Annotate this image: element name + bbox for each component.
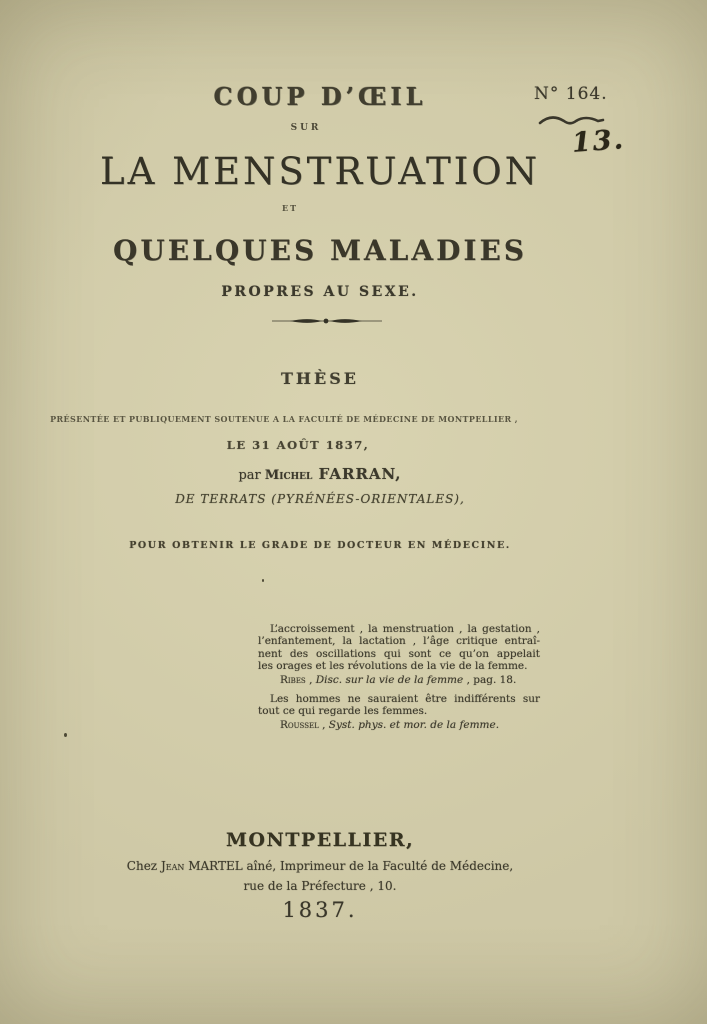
- author-par: par: [238, 468, 265, 483]
- imprint-address: rue de la Préfecture , 10.: [243, 879, 397, 893]
- author-origin: DE TERRATS (PYRÉNÉES-ORIENTALES),: [175, 492, 465, 506]
- epigraph-quote-line: l’enfantement, la lactation , l’âge critique entraî-: [258, 635, 540, 648]
- publisher-name: MARTEL aîné, Imprimeur de la Faculté de Médecine,: [184, 859, 514, 873]
- epigraph-quote-line: tout ce qui regarde les femmes.: [258, 705, 428, 718]
- epigraph-citation: [258, 674, 540, 686]
- title-connector-et: ET: [281, 203, 299, 213]
- citation-page: , pag. 18.: [463, 673, 517, 686]
- author-last-name: FARRAN,: [312, 465, 402, 483]
- publisher-first-name: Jean: [160, 859, 185, 873]
- epigraph-quote-line: L’accroissement , la menstruation , la gestation ,: [270, 623, 540, 635]
- citation-separator: ,: [318, 718, 329, 731]
- title-connector-sur: SUR: [290, 123, 322, 133]
- author-line: [0, 465, 640, 483]
- author-first-name: Michel: [264, 468, 313, 483]
- presentation-line: PRÉSENTÉE ET PUBLIQUEMENT SOUTENUE A LA FACULTÉ DE MÉDECINE DE MONTPELLIER ,: [50, 414, 518, 424]
- citation-author: Roussel: [280, 718, 319, 731]
- citation-author: Ribes: [280, 673, 306, 686]
- citation-work: Disc. sur la vie de la femme: [315, 673, 464, 686]
- main-title: LA MENSTRUATION: [100, 150, 540, 193]
- imprint-city: MONTPELLIER,: [225, 829, 415, 851]
- paper-speck: [262, 579, 264, 582]
- degree-purpose: POUR OBTENIR LE GRADE DE DOCTEUR EN MÉDECINE.: [129, 540, 511, 551]
- paper-speck: [64, 733, 67, 737]
- defense-date: LE 31 AOÛT 1837,: [226, 438, 370, 452]
- citation-work: Syst. phys. et mor. de la femme.: [328, 718, 500, 731]
- handwritten-number: 13.: [570, 124, 627, 159]
- subtitle-qualifier: PROPRES AU SEXE.: [221, 284, 419, 300]
- epigraph-citation: [258, 719, 540, 731]
- section-ornament: [272, 315, 382, 327]
- subtitle: QUELQUES MALADIES: [112, 234, 528, 267]
- epigraph-block: [258, 623, 540, 731]
- thesis-label: THÈSE: [281, 369, 359, 388]
- series-title: COUP D’ŒIL: [213, 82, 427, 111]
- epigraph-quote-line: Les hommes ne sauraient être indifférents sur: [270, 693, 540, 706]
- epigraph-quote-line: nent des oscillations qui sont ce qu’on appelait: [258, 647, 540, 660]
- catalog-number: N° 164.: [534, 84, 608, 104]
- imprint-publisher: [0, 859, 640, 873]
- citation-separator: ,: [305, 673, 316, 686]
- imprint-year: 1837.: [282, 898, 358, 922]
- epigraph-quote-line: les orages et les révolutions de la vie de la femme.: [258, 660, 528, 673]
- publisher-prefix: Chez: [126, 859, 161, 873]
